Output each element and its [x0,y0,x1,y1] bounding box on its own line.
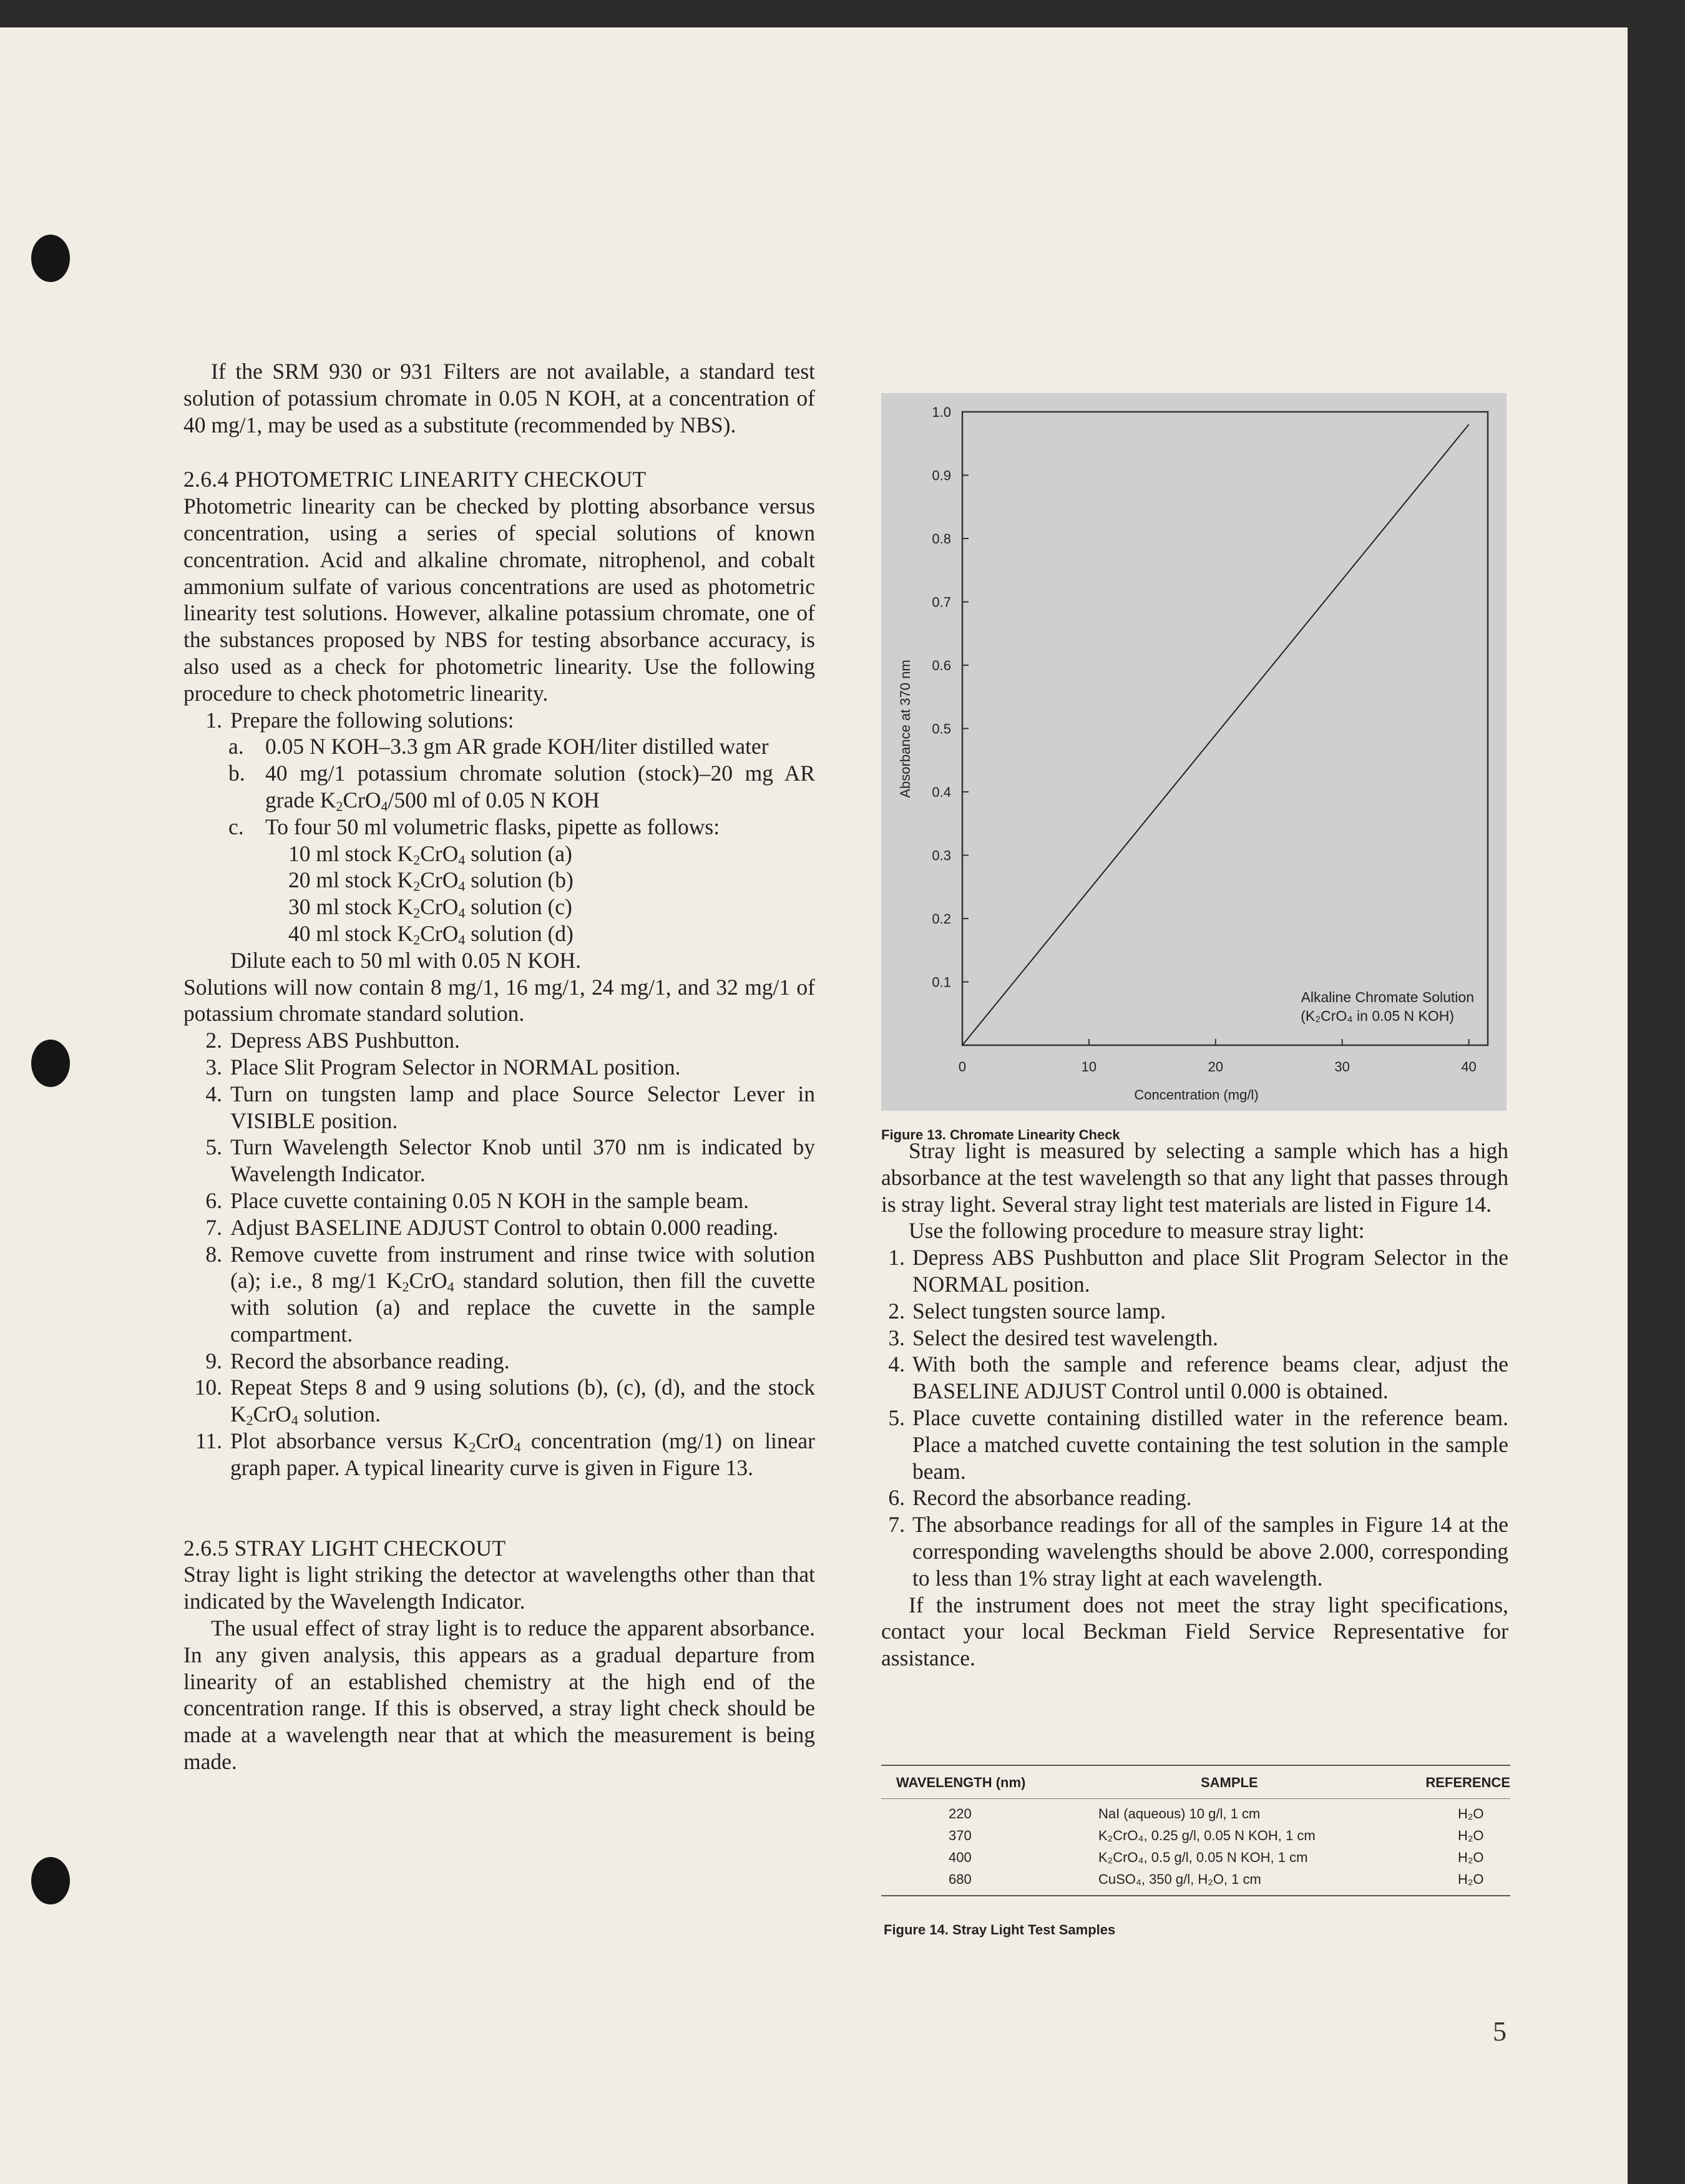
left-column [183,358,815,1775]
flask-c: 30 ml stock $K_2CrO_4$ solution (c) [288,894,572,921]
table-row [881,1868,1510,1890]
header-sample: SAMPLE [1201,1775,1258,1790]
x-tick-label: 20 [1208,1059,1224,1075]
y-tick-label: 0.6 [932,658,951,673]
figure-14-caption: Figure 14. Stray Light Test Samples [884,1922,1116,1938]
chromate-linearity-chart [881,393,1507,1111]
stray-step-7: 7. The absorbance readings for all of the samples in Figure 14 at the corresponding wavelengths should be above 2.000, corresponding to less than 1% stray light at each wavelength. [888,1512,1508,1591]
intro-paragraph: If the SRM 930 or 931 Filters are not available, a standard test solution of potassium chromate in 0.05 N KOH, at a concentration of 40 mg/1, may be used as a substitute (recommended by NBS). [183,359,815,437]
binder-hole-bottom [31,1857,70,1904]
section-2-6-4-heading: 2.6.4 PHOTOMETRIC LINEARITY CHECKOUT [183,467,647,492]
substep-b: b. 40 mg/1 potassium chromate solution (stock)–20 mg AR grade $K_2CrO_4/500$ ml of 0.05 N KOH [228,761,815,814]
y-tick-label: 0.2 [932,911,951,927]
x-tick-label: 0 [958,1059,967,1075]
binder-hole-middle [31,1040,70,1087]
cell-sample: K₂CrO₄, 0.25 g/l, 0.05 N KOH, 1 cm [1098,1828,1316,1843]
stray-step-1: 1. Depress ABS Pushbutton and place Slit Program Selector in the NORMAL position. [888,1245,1508,1297]
figure-13-caption: Figure 13. Chromate Linearity Check [881,1127,1120,1143]
step-9: 9. Record the absorbance reading. [205,1348,510,1373]
cell-wavelength: 400 [949,1850,972,1865]
y-tick-label: 0.8 [932,531,951,547]
x-tick-label: 10 [1081,1059,1097,1075]
y-tick-label: 0.4 [932,784,951,800]
flask-b: 20 ml stock $K_2CrO_4$ solution (b) [288,867,574,894]
y-axis-title: Absorbance at 370 nm [897,660,913,798]
x-axis-title: Concentration (mg/l) [1134,1087,1259,1103]
header-reference: REFERENCE [1425,1775,1510,1790]
section-2-6-5-heading: 2.6.5 STRAY LIGHT CHECKOUT [183,1535,506,1561]
step-6: 6. Place cuvette containing 0.05 N KOH in the sample beam. [205,1187,750,1213]
step-8: 8. Remove cuvette from instrument and rinse twice with solution (a); i.e., 8 mg/1 $K_2CrO_4$ standard solution, then fill the cuvette with solution (a) and replace the cuvette in the sample compartment. [205,1241,815,1347]
section-2-6-5-body-1: Stray light is light striking the detector at wavelengths other than that indicated by the Wavelength Indicator. [183,1562,815,1614]
cell-wavelength: 370 [949,1828,972,1843]
table-header-row [881,1766,1510,1798]
step-11: 11. Plot absorbance versus $K_2CrO_4$ concentration (mg/1) on linear graph paper. A typical linearity curve is given in Figure 13. [195,1428,815,1480]
step-1: 1. Prepare the following solutions: [205,707,514,733]
stray-light-use: Use the following procedure to measure stray light: [909,1218,1365,1244]
y-tick-label: 1.0 [932,404,951,420]
cell-reference: H₂O [1458,1806,1484,1821]
step-2: 2. Depress ABS Pushbutton. [205,1028,460,1053]
header-wavelength: WAVELENGTH (nm) [896,1775,1026,1790]
cell-wavelength: 220 [949,1806,972,1821]
stray-step-4: 4. With both the sample and reference beams clear, adjust the BASELINE ADJUST Control until 0.000 is obtained. [888,1352,1508,1404]
y-tick-label: 0.5 [932,721,951,737]
x-tick-label: 40 [1461,1059,1477,1075]
stray-step-6: 6. Record the absorbance reading. [888,1485,1192,1511]
cell-wavelength: 680 [949,1871,972,1887]
flask-d: 40 ml stock $K_2CrO_4$ solution (d) [288,920,574,948]
cell-reference: H₂O [1458,1850,1484,1865]
page [0,27,1628,2184]
step-10: 10. Repeat Steps 8 and 9 using solutions (b), (c), (d), and the stock $K_2CrO_4$ solution. [194,1375,815,1428]
stray-step-3: 3. Select the desired test wavelength. [888,1325,1218,1350]
y-tick-label: 0.9 [932,467,951,484]
substep-a: a. 0.05 N KOH–3.3 gm AR grade KOH/liter distilled water [228,734,769,759]
stray-step-5: 5. Place cuvette containing distilled water in the reference beam. Place a matched cuvette containing the test solution in the sample beam. [888,1405,1508,1484]
x-tick-label: 30 [1334,1059,1350,1075]
flask-a: 10 ml stock $K_2CrO_4$ solution (a) [288,841,572,868]
stray-light-table [881,1765,1510,1896]
stray-light-closing: If the instrument does not meet the stray light specifications, contact your local Beckman Field Service Representative for assistance. [881,1592,1508,1671]
legend-line-2: (K₂CrO₄ in 0.05 N KOH) [1301,1008,1454,1024]
cell-reference: H₂O [1458,1828,1484,1843]
step-7: 7. Adjust BASELINE ADJUST Control to obtain 0.000 reading. [205,1214,778,1240]
cell-sample: NaI (aqueous) 10 g/l, 1 cm [1098,1806,1261,1821]
page-number: 5 [1493,2016,1507,2047]
section-2-6-5-body-2: The usual effect of stray light is to reduce the apparent absorbance. In any given analysis, this appears as a gradual departure from linearity of an established chemistry at the high end of the concentration range. If this is observed, a stray light check should be made at a wavelength near that at which the measurement is being made. [183,1616,815,1775]
step-4: 4. Turn on tungsten lamp and place Source Selector Lever in VISIBLE position. [205,1081,815,1133]
solutions-note: Solutions will now contain 8 mg/1, 16 mg/1, 24 mg/1, and 32 mg/1 of potassium chromate standard solution. [183,974,815,1026]
cell-sample: K₂CrO₄, 0.5 g/l, 0.05 N KOH, 1 cm [1098,1850,1308,1865]
cell-reference: H₂O [1458,1871,1484,1887]
stray-light-intro: Stray light is measured by selecting a sample which has a high absorbance at the test wavelength so that any light that passes through is stray light. Several stray light test materials are listed in Figure 14. [881,1138,1508,1217]
section-2-6-4-body: Photometric linearity can be checked by plotting absorbance versus concentration, using a series of special solutions of known concentration. Acid and alkaline chromate, nitrophenol, and cobalt ammonium sulfate of various concentrations are used as photometric linearity test solutions. However, alkaline potassium chromate, one of the substances proposed by NBS for testing absorbance accuracy, is also used as a check for photometric linearity. Use the following procedure to check photometric linearity. [183,494,815,706]
step-3: 3. Place Slit Program Selector in NORMAL position. [205,1054,681,1080]
y-tick-label: 0.3 [932,847,951,864]
y-tick-label: 0.7 [932,594,951,610]
table-row [881,1846,1510,1868]
legend-line-1: Alkaline Chromate Solution [1301,989,1474,1005]
step-5: 5. Turn Wavelength Selector Knob until 370 nm is indicated by Wavelength Indicator. [205,1134,815,1187]
table-row [881,1803,1510,1825]
right-column [881,1138,1508,1672]
substep-c: c. To four 50 ml volumetric flasks, pipette as follows: [228,814,720,839]
binder-hole-top [31,235,70,282]
stray-step-2: 2. Select tungsten source lamp. [888,1298,1166,1324]
y-tick-label: 0.1 [932,974,951,990]
table-row [881,1825,1510,1846]
dilute-note: Dilute each to 50 ml with 0.05 N KOH. [230,947,582,973]
cell-sample: CuSO₄, 350 g/l, H₂O, 1 cm [1098,1871,1261,1887]
